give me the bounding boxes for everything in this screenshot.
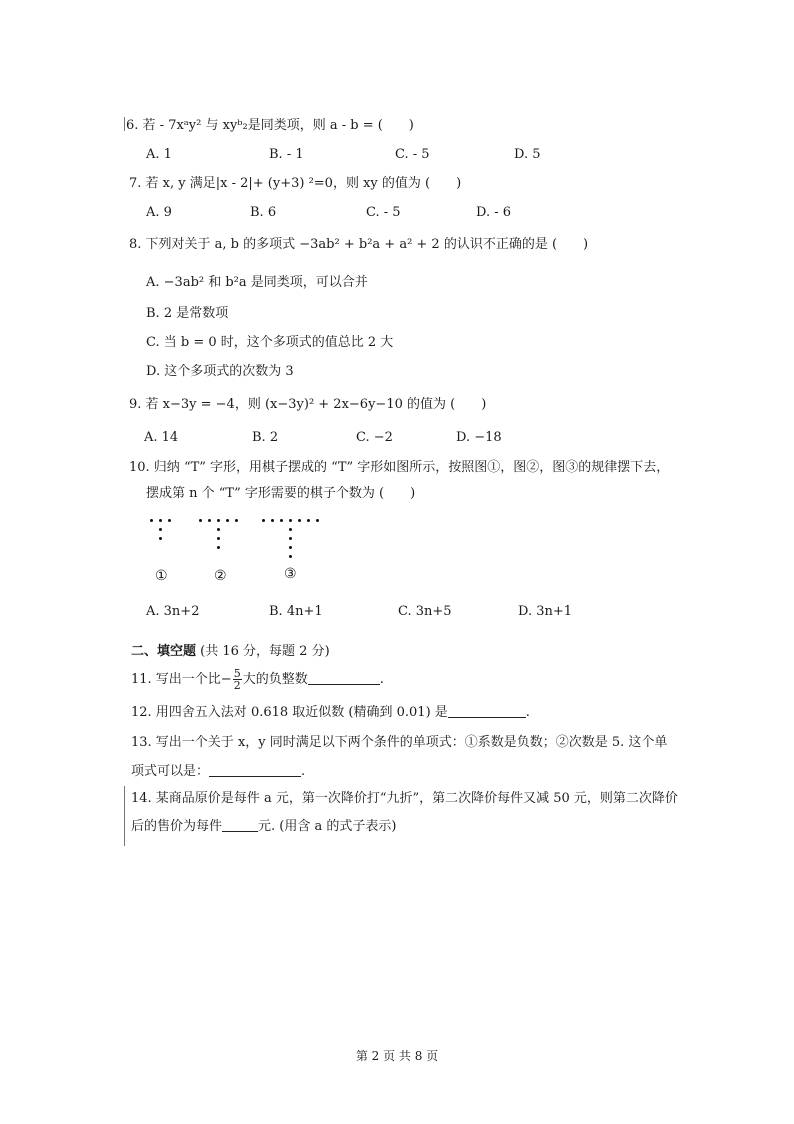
q6-option-d: D. 5 [514,147,541,162]
answer-blank-13[interactable] [209,762,301,777]
section-2-title: 二、填空题 [131,644,197,659]
question-10-stem-line2: 摆成第 n 个 “T” 字形需要的棋子个数为 ( ) [146,486,416,501]
question-14-line1: 14. 某商品原价是每件 a 元，第一次降价打“九折”，第二次降价每件又减 50 元，则第二次降价 [131,791,678,806]
question-14-line2 [131,817,396,836]
q9-option-a: A. 14 [144,430,179,445]
question-13-line1: 13. 写出一个关于 x，y 同时满足以下两个条件的单项式：①系数是负数；②次数是 5. 这个单 [131,735,668,750]
q8-option-a: A. −3ab² 和 b²a 是同类项，可以合并 [146,275,368,290]
q11-suffix: 大的负整数 [242,672,308,687]
question-10-stem-line1: 10. 归纳 “T” 字形，用棋子摆成的 “T” 字形如图所示，按照图①，图②，图③的规律摆下去， [129,460,670,475]
frac-num: 5 [233,667,241,680]
q7-option-b: B. 6 [250,205,277,220]
question-7-stem: 7. 若 x, y 满足|x - 2|+ (y+3) ²=0，则 xy 的值为 ( ) [129,176,462,191]
figure-2-label: ② [214,568,227,584]
answer-blank-12[interactable] [448,703,526,718]
q14-prefix: 后的售价为每件 [131,819,223,834]
q7-option-a: A. 9 [146,205,172,220]
question-13-line2 [131,762,305,781]
figure-1-label: ① [155,568,168,584]
question-6-stem: 6. 若 - 7xᵃy² 与 xyᵇ₂是同类项，则 a - b = ( ) [126,118,414,133]
question-9-stem: 9. 若 x−3y = −4，则 (x−3y)² + 2x−6y−10 的值为 ( ) [129,397,487,412]
scan-margin-mark [124,117,125,131]
q11-prefix: 11. 写出一个比− [131,672,232,687]
fraction-5-2 [233,668,242,691]
q9-option-d: D. −18 [456,430,502,445]
q8-option-c: C. 当 b = 0 时，这个多项式的值总比 2 大 [146,335,394,350]
q13-end: . [301,764,306,779]
answer-blank-14[interactable] [222,817,258,832]
q6-option-a: A. 1 [146,147,172,162]
q10-option-b: B. 4n+1 [269,604,323,619]
q9-option-c: C. −2 [356,430,393,445]
frac-den: 2 [233,679,241,692]
q7-option-d: D. - 6 [476,205,512,220]
section-2-heading [131,643,330,661]
q6-option-c: C. - 5 [395,147,430,162]
answer-blank-11[interactable] [308,670,380,685]
question-12 [131,703,530,722]
page-footer: 第 2 页 共 8 页 [355,1049,439,1063]
q10-option-c: C. 3n+5 [398,604,452,619]
q9-option-b: B. 2 [252,430,279,445]
q6-option-b: B. - 1 [269,147,304,162]
section-2-note: (共 16 分，每题 2 分) [200,644,330,659]
figure-3-label: ③ [284,566,297,582]
q11-end: . [379,672,384,687]
question-11 [131,668,384,691]
q8-option-b: B. 2 是常数项 [146,306,229,321]
q10-option-a: A. 3n+2 [146,604,200,619]
q13-prefix: 项式可以是： [131,764,210,779]
q14-suffix: 元. (用含 a 的式子表示) [258,819,397,834]
q7-option-c: C. - 5 [366,205,401,220]
q12-end: . [525,705,530,720]
scan-margin-mark [124,786,125,846]
q12-prefix: 12. 用四舍五入法对 0.618 取近似数 (精确到 0.01) 是 [131,705,448,720]
q10-option-d: D. 3n+1 [518,604,573,619]
q8-option-d: D. 这个多项式的次数为 3 [146,364,294,379]
question-8-stem: 8. 下列对关于 a, b 的多项式 −3ab² + b²a + a² + 2 的认识不正确的是 ( ) [129,237,589,252]
